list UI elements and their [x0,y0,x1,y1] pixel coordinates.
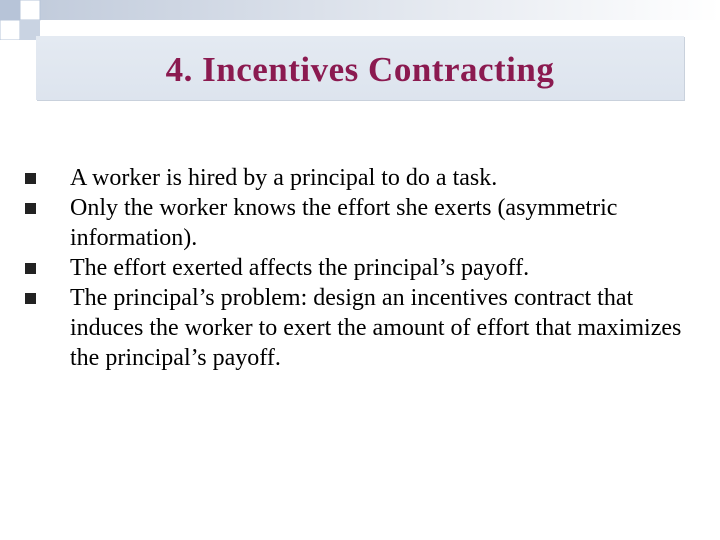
corner-decoration [0,0,720,40]
decoration-square [0,20,20,40]
bullet-text: The principal’s problem: design an incentives contract that induces the worker to exert the amount of effort that maximizes the principal’s payoff. [70,285,682,371]
bullet-item [70,253,690,283]
bullet-text: Only the worker knows the effort she exerts (asymmetric information). [70,195,618,251]
square-bullet-icon [25,173,36,184]
square-bullet-icon [25,203,36,214]
decoration-strip [40,0,720,20]
square-bullet-icon [25,263,36,274]
bullet-text: A worker is hired by a principal to do a task. [70,165,498,191]
slide-title: 4. Incentives Contracting [165,50,555,89]
decoration-square [0,0,20,20]
decoration-square [20,0,40,20]
bullet-item [70,283,690,373]
bullet-text: The effort exerted affects the principal’s payoff. [70,255,530,281]
bullet-item [70,163,690,193]
bullet-list [70,163,690,373]
title-bar [36,36,684,100]
square-bullet-icon [25,293,36,304]
bullet-item [70,193,690,253]
